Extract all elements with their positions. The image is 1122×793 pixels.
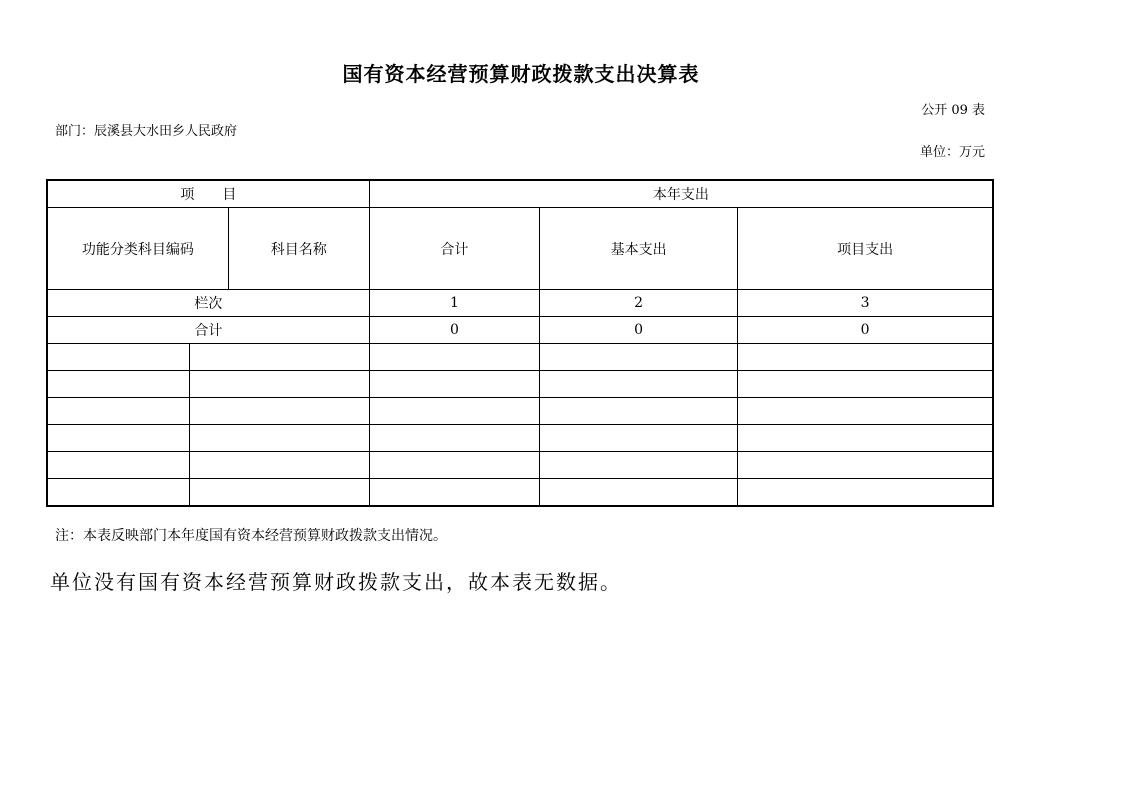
table-cell xyxy=(369,452,539,479)
table-cell xyxy=(189,479,369,507)
table-cell xyxy=(369,371,539,398)
table-cell xyxy=(47,398,189,425)
column-index-2: 2 xyxy=(539,290,737,317)
table-cell xyxy=(47,425,189,452)
table-cell xyxy=(369,344,539,371)
table-cell xyxy=(539,452,737,479)
table-cell xyxy=(738,371,993,398)
table-cell xyxy=(738,479,993,507)
total-label: 合计 xyxy=(47,317,369,344)
table-row xyxy=(47,371,993,398)
table-cell xyxy=(47,344,189,371)
table-cell xyxy=(47,371,189,398)
column-index-label: 栏次 xyxy=(47,290,369,317)
total-row xyxy=(47,317,993,344)
total-value-3: 0 xyxy=(738,317,993,344)
header-row-2 xyxy=(47,208,993,290)
header-item: 项 目 xyxy=(47,180,369,208)
header-row-1 xyxy=(47,180,993,208)
table-row xyxy=(47,425,993,452)
table-row xyxy=(47,479,993,507)
header-subject-name: 科目名称 xyxy=(228,208,369,290)
table-cell xyxy=(47,479,189,507)
table-cell xyxy=(539,344,737,371)
table-cell xyxy=(738,398,993,425)
table-row xyxy=(47,398,993,425)
table-cell xyxy=(189,344,369,371)
column-index-3: 3 xyxy=(738,290,993,317)
table-cell xyxy=(369,425,539,452)
table-row xyxy=(47,452,993,479)
header-func-code: 功能分类科目编码 xyxy=(47,208,228,290)
form-number: 公开 09 表 xyxy=(921,103,985,118)
header-current-year: 本年支出 xyxy=(369,180,993,208)
table-cell xyxy=(539,425,737,452)
header-project: 项目支出 xyxy=(738,208,993,290)
total-value-1: 0 xyxy=(369,317,539,344)
header-total: 合计 xyxy=(369,208,539,290)
page-title: 国有资本经营预算财政拨款支出决算表 xyxy=(342,62,700,86)
no-data-statement: 单位没有国有资本经营预算财政拨款支出，故本表无数据。 xyxy=(50,570,622,594)
table-cell xyxy=(189,452,369,479)
table-cell xyxy=(738,452,993,479)
table-cell xyxy=(369,479,539,507)
table-note: 注：本表反映部门本年度国有资本经营预算财政拨款支出情况。 xyxy=(55,528,447,544)
total-value-2: 0 xyxy=(539,317,737,344)
department-label: 部门：辰溪县大水田乡人民政府 xyxy=(55,124,238,139)
table-cell xyxy=(738,344,993,371)
table-row xyxy=(47,344,993,371)
table-cell xyxy=(47,452,189,479)
table-cell xyxy=(539,479,737,507)
header-basic: 基本支出 xyxy=(539,208,737,290)
table-cell xyxy=(539,371,737,398)
table-cell xyxy=(189,398,369,425)
table-cell xyxy=(189,371,369,398)
column-index-1: 1 xyxy=(369,290,539,317)
table-cell xyxy=(738,425,993,452)
table-cell xyxy=(189,425,369,452)
expenditure-table xyxy=(46,179,994,507)
table-cell xyxy=(539,398,737,425)
unit-label: 单位：万元 xyxy=(919,145,985,160)
column-index-row xyxy=(47,290,993,317)
table-cell xyxy=(369,398,539,425)
